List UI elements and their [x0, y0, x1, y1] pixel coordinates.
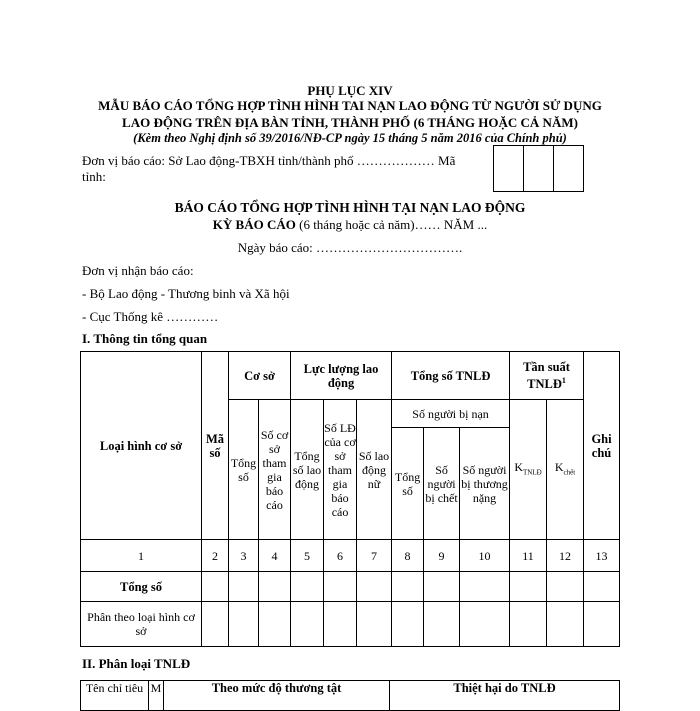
table-cell[interactable]	[424, 572, 460, 602]
column-number-row	[81, 540, 620, 572]
column-number: 4	[259, 540, 291, 572]
group-total-accidents: Tổng số TNLĐ	[392, 352, 510, 400]
table-cell[interactable]	[324, 602, 357, 647]
table-cell[interactable]	[229, 602, 259, 647]
group-frequency-label: Tần suất TNLĐ	[523, 359, 570, 392]
col-k-chet	[547, 400, 584, 540]
column-number: 8	[392, 540, 424, 572]
column-number: 11	[510, 540, 547, 572]
column-number: 5	[291, 540, 324, 572]
table-cell[interactable]	[357, 572, 392, 602]
province-code-box-2[interactable]	[523, 145, 554, 192]
group-damage: Thiệt hại do TNLĐ	[390, 681, 620, 711]
col-k-tnld	[510, 400, 547, 540]
group-frequency	[510, 352, 584, 400]
table-cell[interactable]	[202, 572, 229, 602]
group-facility: Cơ sở	[229, 352, 291, 400]
table-cell[interactable]	[584, 602, 620, 647]
table-cell[interactable]	[291, 602, 324, 647]
column-number: 6	[324, 540, 357, 572]
report-title: BÁO CÁO TỔNG HỢP TÌNH HÌNH TẠI NẠN LAO ĐỘNG	[174, 200, 526, 215]
form-title-line2: LAO ĐỘNG TRÊN ĐỊA BÀN TỈNH, THÀNH PHỐ (6 THÁNG HOẶC CẢ NĂM)	[122, 115, 578, 130]
table-cell[interactable]	[202, 602, 229, 647]
column-number: 1	[81, 540, 202, 572]
k-tnld-label: K	[514, 459, 524, 474]
col-code-short: M	[149, 681, 164, 711]
table-cell[interactable]	[510, 602, 547, 647]
section2-heading: II. Phân loại TNLĐ	[82, 656, 191, 671]
table-row-by-type	[81, 602, 620, 647]
table-cell[interactable]	[424, 602, 460, 647]
reporting-unit-line2: tỉnh:	[82, 169, 106, 184]
recipients-label: Đơn vị nhận báo cáo:	[82, 263, 194, 278]
col-victims-injured: Số người bị thương nặng	[460, 428, 510, 540]
table-cell[interactable]	[392, 602, 424, 647]
table-cell[interactable]	[259, 602, 291, 647]
col-facility-total: Tổng số	[229, 400, 259, 540]
group-victims: Số người bị nạn	[392, 400, 510, 428]
col-facility-participating: Số cơ sở tham gia báo cáo	[259, 400, 291, 540]
col-indicator-name: Tên chỉ tiêu	[81, 681, 149, 711]
reporting-unit-line1: Đơn vị báo cáo: Sở Lao động-TBXH tỉnh/thành phố ……………… Mã	[82, 153, 456, 168]
k-tnld-subscript: TNLĐ	[523, 468, 542, 477]
col-victims-total: Tổng số	[392, 428, 424, 540]
report-period-detail: (6 tháng hoặc cả năm)…… NĂM ...	[295, 217, 488, 232]
table-cell[interactable]	[324, 572, 357, 602]
k-chet-subscript: chết	[563, 468, 576, 477]
col-labor-reported: Số LĐ của cơ sở tham gia báo cáo	[324, 400, 357, 540]
table-cell[interactable]	[291, 572, 324, 602]
col-labor-female: Số lao động nữ	[357, 400, 392, 540]
table-cell[interactable]	[392, 572, 424, 602]
classification-table	[80, 680, 620, 711]
col-code: Mã số	[202, 352, 229, 540]
k-chet-label: K	[554, 459, 564, 474]
table-cell[interactable]	[547, 572, 584, 602]
col-facility-type: Loại hình cơ sở	[81, 352, 202, 540]
column-number: 10	[460, 540, 510, 572]
column-number: 2	[202, 540, 229, 572]
report-period-label: KỲ BÁO CÁO	[212, 217, 296, 232]
column-number: 12	[547, 540, 584, 572]
recipient-statistics: - Cục Thống kê …………	[82, 309, 219, 324]
section1-heading: I. Thông tin tổng quan	[82, 331, 208, 346]
group-labor-force: Lực lượng lao động	[291, 352, 392, 400]
decree-note: (Kèm theo Nghị định số 39/2016/NĐ-CP ngày 15 tháng 5 năm 2016 của Chính phủ)	[133, 131, 567, 145]
province-code-box-1[interactable]	[493, 145, 524, 192]
table-row-total	[81, 572, 620, 602]
table-cell[interactable]	[259, 572, 291, 602]
column-number: 13	[584, 540, 620, 572]
report-date: Ngày báo cáo: …………………………….	[237, 240, 463, 255]
frequency-footnote: 1	[561, 375, 566, 385]
col-labor-total: Tổng số lao động	[291, 400, 324, 540]
row-total-label: Tổng số	[81, 572, 202, 602]
table-cell[interactable]	[584, 572, 620, 602]
recipient-ministry: - Bộ Lao động - Thương binh và Xã hội	[82, 286, 290, 301]
appendix-title: PHỤ LỤC XIV	[307, 83, 393, 98]
province-code-box-3[interactable]	[553, 145, 584, 192]
column-number: 7	[357, 540, 392, 572]
column-number: 9	[424, 540, 460, 572]
report-period	[0, 217, 700, 233]
group-injury-level: Theo mức độ thương tật	[164, 681, 390, 711]
table-cell[interactable]	[510, 572, 547, 602]
table-cell[interactable]	[229, 572, 259, 602]
column-number: 3	[229, 540, 259, 572]
col-note: Ghi chú	[584, 352, 620, 540]
col-victims-dead: Số người bị chết	[424, 428, 460, 540]
overview-table	[80, 351, 620, 647]
form-title-line1: MẪU BÁO CÁO TỔNG HỢP TÌNH HÌNH TAI NẠN LAO ĐỘNG TỪ NGƯỜI SỬ DỤNG	[98, 98, 602, 113]
table-cell[interactable]	[460, 572, 510, 602]
table-cell[interactable]	[460, 602, 510, 647]
table-cell[interactable]	[357, 602, 392, 647]
row-by-type-label: Phân theo loại hình cơ sở	[81, 602, 202, 647]
table-cell[interactable]	[547, 602, 584, 647]
